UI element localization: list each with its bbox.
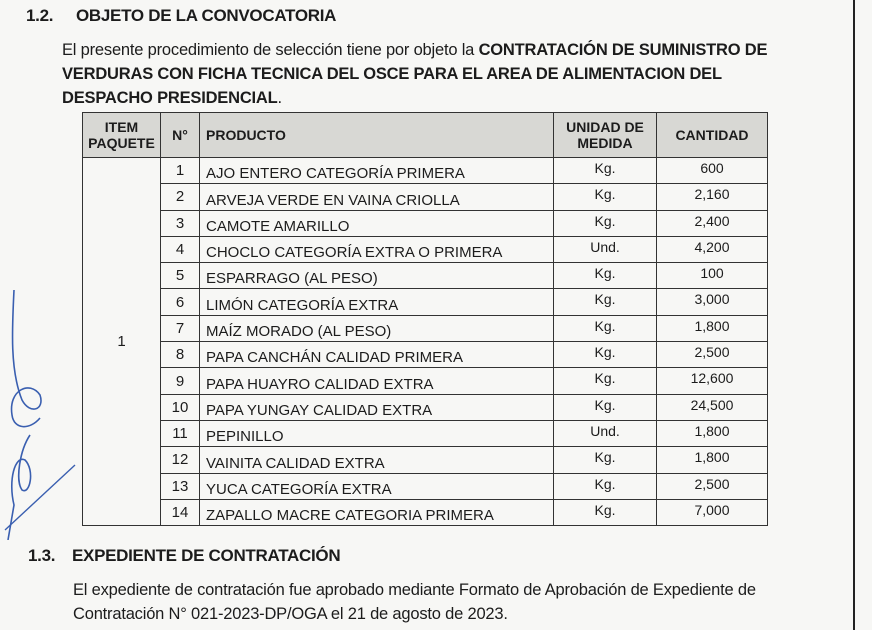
table-row [83,499,768,525]
row-number: 1 [161,158,200,184]
paragraph-end: . [277,89,282,107]
product-name: MAÍZ MORADO (AL PESO) [200,315,554,341]
table-row [83,473,768,499]
unit-of-measure: Kg. [554,263,657,289]
paragraph-bold-text: CONTRATACIÓN DE SUMINISTRO DE VERDURAS CON FICHA TECNICA DEL OSCE PARA EL AREA DE ALIMENTACION DEL DESPACHO PRESIDENCIAL [62,41,768,107]
unit-of-measure: Kg. [554,447,657,473]
unit-of-measure: Kg. [554,184,657,210]
unit-of-measure: Kg. [554,315,657,341]
row-number: 5 [161,263,200,289]
header-cantidad: CANTIDAD [657,113,768,158]
quantity: 100 [657,263,768,289]
product-name: YUCA CATEGORÍA EXTRA [200,473,554,499]
product-name: CAMOTE AMARILLO [200,210,554,236]
section-number: 1.2. [26,6,54,25]
section-1-2-heading [26,6,336,26]
table-row [83,263,768,289]
header-unidad: UNIDAD DE MEDIDA [554,113,657,158]
product-name: ZAPALLO MACRE CATEGORIA PRIMERA [200,499,554,525]
product-name: AJO ENTERO CATEGORÍA PRIMERA [200,158,554,184]
table-row [83,342,768,368]
quantity: 600 [657,158,768,184]
table-row [83,236,768,262]
header-n: N° [161,113,200,158]
quantity: 3,000 [657,289,768,315]
unit-of-measure: Kg. [554,368,657,394]
row-number: 8 [161,342,200,368]
quantity: 1,800 [657,315,768,341]
product-name: PAPA HUAYRO CALIDAD EXTRA [200,368,554,394]
row-number: 11 [161,420,200,446]
quantity: 2,500 [657,342,768,368]
row-number: 2 [161,184,200,210]
section-1-2-paragraph [62,38,782,110]
section-title: OBJETO DE LA CONVOCATORIA [76,6,337,25]
quantity: 7,000 [657,499,768,525]
quantity: 1,800 [657,420,768,446]
paragraph-text: El presente procedimiento de selección tiene por objeto la [62,41,479,59]
handwritten-signature [0,290,90,540]
quantity: 1,800 [657,447,768,473]
page-border [853,0,855,630]
product-name: PEPINILLO [200,420,554,446]
table-row [83,210,768,236]
quantity: 2,400 [657,210,768,236]
row-number: 4 [161,236,200,262]
quantity: 12,600 [657,368,768,394]
item-paquete-cell: 1 [83,158,161,526]
row-number: 14 [161,499,200,525]
quantity: 2,160 [657,184,768,210]
product-name: LIMÓN CATEGORÍA EXTRA [200,289,554,315]
row-number: 9 [161,368,200,394]
unit-of-measure: Kg. [554,289,657,315]
unit-of-measure: Kg. [554,158,657,184]
unit-of-measure: Und. [554,420,657,446]
product-name: ARVEJA VERDE EN VAINA CRIOLLA [200,184,554,210]
table-row [83,394,768,420]
table-header-row [83,113,768,158]
product-name: VAINITA CALIDAD EXTRA [200,447,554,473]
section-title: EXPEDIENTE DE CONTRATACIÓN [72,546,341,565]
row-number: 7 [161,315,200,341]
quantity: 4,200 [657,236,768,262]
row-number: 10 [161,394,200,420]
product-name: ESPARRAGO (AL PESO) [200,263,554,289]
table-row [83,447,768,473]
table-row [83,368,768,394]
table-row [83,420,768,446]
row-number: 6 [161,289,200,315]
unit-of-measure: Kg. [554,499,657,525]
row-number: 13 [161,473,200,499]
table-row [83,289,768,315]
table-row [83,184,768,210]
product-name: CHOCLO CATEGORÍA EXTRA O PRIMERA [200,236,554,262]
header-item-paquete: ITEM PAQUETE [83,113,161,158]
unit-of-measure: Kg. [554,210,657,236]
table-row [83,158,768,184]
section-1-3-heading [28,546,340,566]
product-name: PAPA CANCHÁN CALIDAD PRIMERA [200,342,554,368]
section-number: 1.3. [28,546,56,565]
quantity: 2,500 [657,473,768,499]
header-producto: PRODUCTO [200,113,554,158]
quantity: 24,500 [657,394,768,420]
unit-of-measure: Kg. [554,342,657,368]
unit-of-measure: Und. [554,236,657,262]
table-row [83,315,768,341]
section-1-3-paragraph: El expediente de contratación fue aprobado mediante Formato de Aprobación de Expediente de Contratación N° 021-2023-DP/OGA el 21 de agosto de 2023. [73,581,756,623]
products-table [82,112,768,526]
product-name: PAPA YUNGAY CALIDAD EXTRA [200,394,554,420]
row-number: 3 [161,210,200,236]
unit-of-measure: Kg. [554,473,657,499]
unit-of-measure: Kg. [554,394,657,420]
row-number: 12 [161,447,200,473]
